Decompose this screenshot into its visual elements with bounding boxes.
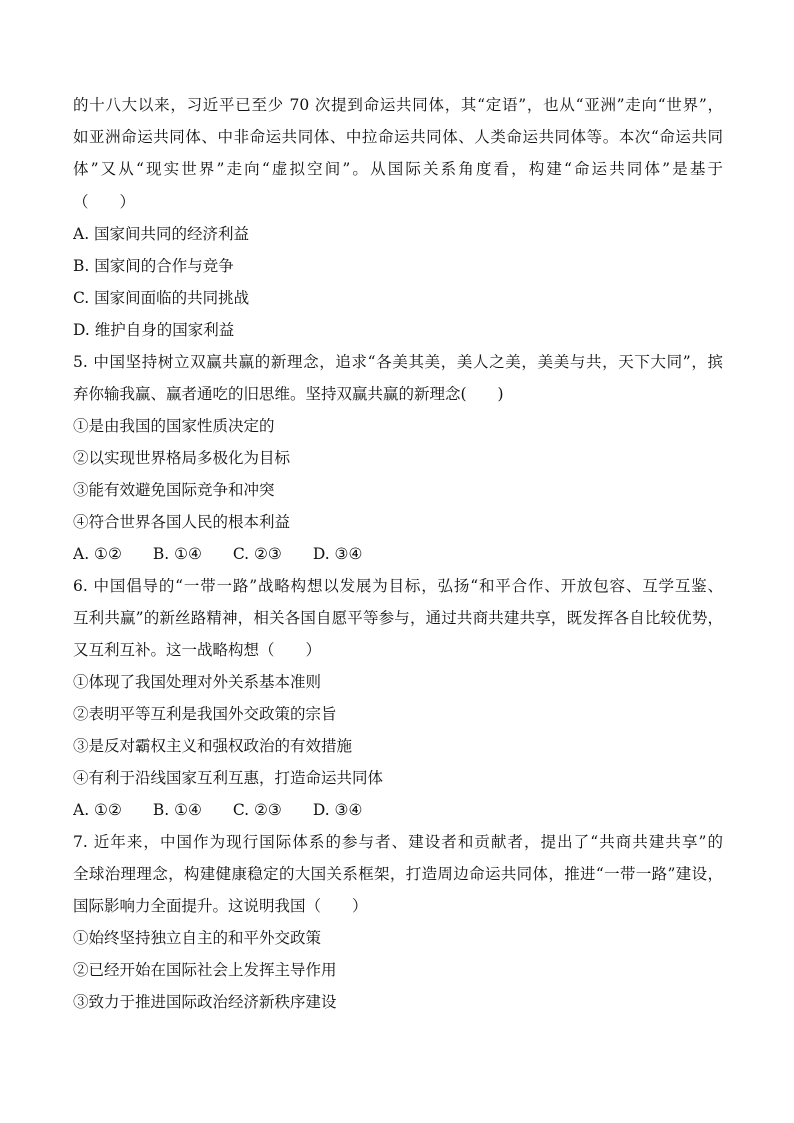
statement-3: ③能有效避免国际竞争和冲突: [73, 481, 275, 499]
question-7-stem: 全球治理理念，构建健康稳定的大国关系框架，打造周边命运共同体，推进“一带一路”建设，: [73, 865, 723, 883]
question-6-stem: 又互利互补。这一战略构想（ ）: [73, 641, 322, 659]
option-d: D. 维护自身的国家利益: [73, 321, 235, 339]
option-a: A. 国家间共同的经济利益: [73, 225, 250, 243]
statement-1: ①体现了我国处理对外关系基本准则: [73, 673, 322, 691]
question-6-stem: 互利共赢”的新丝路精神，相关各国自愿平等参与，通过共商共建共享，既发挥各自比较优势，: [73, 609, 723, 627]
statement-3: ③是反对霸权主义和强权政治的有效措施: [73, 737, 353, 755]
option-b: B. 国家间的合作与竞争: [73, 257, 234, 275]
question-7-stem: 7. 近年来，中国作为现行国际体系的参与者、建设者和贡献者，提出了“共商共建共享”的: [73, 833, 723, 851]
statement-3: ③致力于推进国际政治经济新秩序建设: [73, 993, 337, 1011]
statement-1: ①是由我国的国家性质决定的: [73, 417, 275, 435]
question-6-stem: 6. 中国倡导的“一带一路”战略构想以发展为目标，弘扬“和平合作、开放包容、互学互鉴、: [73, 577, 723, 595]
question-5-stem: 5. 中国坚持树立双赢共赢的新理念，追求“各美其美，美人之美，美美与共，天下大同”，摈: [73, 353, 723, 371]
statement-1: ①始终坚持独立自主的和平外交政策: [73, 929, 322, 947]
statement-4: ④符合世界各国人民的根本利益: [73, 513, 291, 531]
statement-2: ②以实现世界格局多极化为目标: [73, 449, 291, 467]
question-5-stem: 弃你输我赢、赢者通吃的旧思维。坚持双赢共赢的新理念( ): [73, 385, 504, 403]
answer-options: A. ①② B. ①④ C. ②③ D. ③④: [73, 545, 363, 563]
statement-2: ②表明平等互利是我国外交政策的宗旨: [73, 705, 337, 723]
text-line: 如亚洲命运共同体、中非命运共同体、中拉命运共同体、人类命运共同体等。本次“命运共同: [73, 128, 723, 146]
answer-bracket: （ ）: [73, 193, 136, 211]
text-line: 体”又从“现实世界”走向“虚拟空间”。从国际关系角度看，构建“命运共同体”是基于: [73, 160, 723, 178]
option-c: C. 国家间面临的共同挑战: [73, 289, 250, 307]
question-7-stem: 国际影响力全面提升。这说明我国（ ）: [73, 897, 368, 915]
answer-options: A. ①② B. ①④ C. ②③ D. ③④: [73, 801, 363, 819]
text-line: 的十八大以来，习近平已至少 70 次提到命运共同体，其“定语”，也从“亚洲”走向“世界”，: [73, 96, 723, 114]
statement-4: ④有利于沿线国家互利互惠，打造命运共同体: [73, 769, 384, 787]
statement-2: ②已经开始在国际社会上发挥主导作用: [73, 961, 337, 979]
